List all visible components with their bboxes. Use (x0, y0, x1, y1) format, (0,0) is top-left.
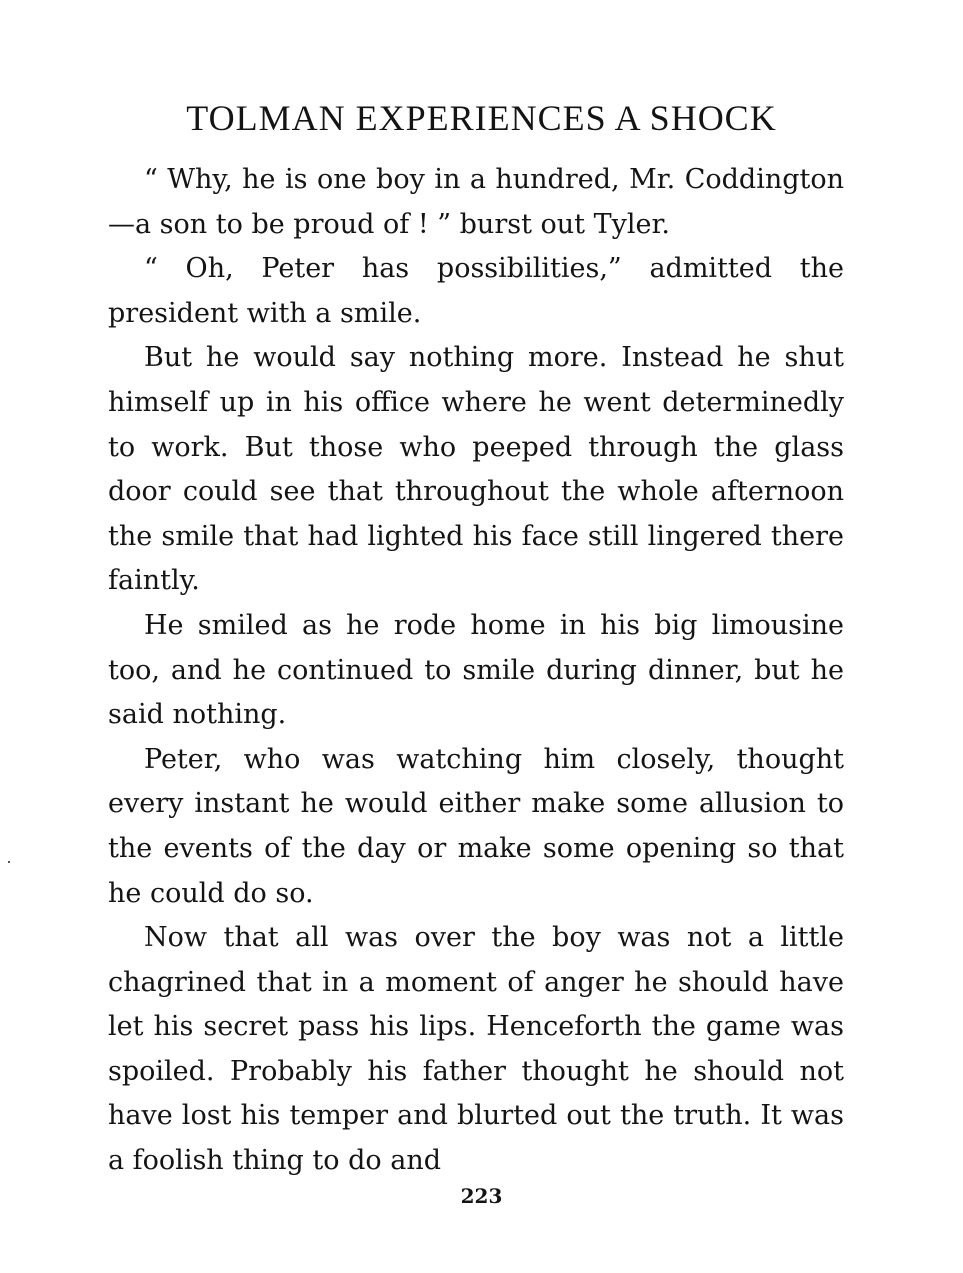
paragraph-5: Peter, who was watching him closely, thought every instant he would either make some allusion to the events of the day or make some opening so that he could do so. (108, 743, 844, 909)
paragraph-4: He smiled as he rode home in his big limousine too, and he continued to smile during dinner, but he said nothing. (108, 609, 844, 731)
page-number: 223 (460, 1184, 503, 1208)
paragraph-2: “ Oh, Peter has possibilities,” admitted the president with a smile. (108, 253, 844, 329)
running-head: TOLMAN EXPERIENCES A SHOCK (186, 98, 777, 138)
paragraph-6: Now that all was over the boy was not a little chagrined that in a moment of anger he should have let his secret pass his lips. Henceforth the game was spoiled. Probably his father thought he should not have lost his temper and blurted out the truth. It was a foolish thing to do and (108, 922, 844, 1177)
paragraph-1: “ Why, he is one boy in a hundred, Mr. Coddington—a son to be proud of ! ” burst out Tyler. (108, 164, 844, 240)
body-text (108, 158, 844, 1184)
scan-speck (8, 861, 10, 863)
paragraph-3: But he would say nothing more. Instead he shut himself up in his office where he went determinedly to work. But those who peeped through the glass door could see that throughout the whole afternoon the smile that had lighted his face still lingered there faintly. (108, 342, 844, 597)
